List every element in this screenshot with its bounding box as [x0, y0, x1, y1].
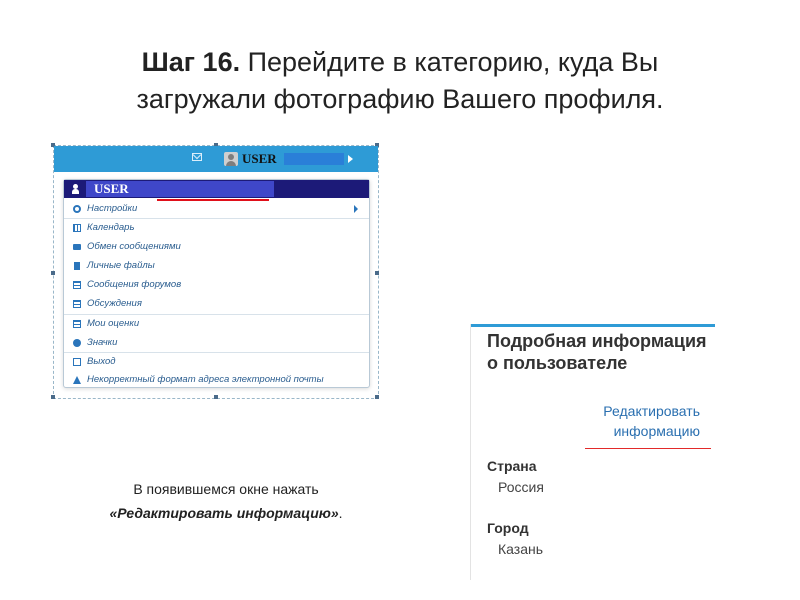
edit-link-line1[interactable]: Редактировать — [603, 403, 700, 419]
slide-title-line1 — [0, 44, 800, 81]
menu-header-name: USER — [94, 181, 129, 196]
panel-left-border — [470, 324, 471, 580]
caption-line2 — [44, 501, 408, 525]
list-icon — [73, 281, 81, 289]
caption-period: . — [338, 505, 343, 521]
logout-icon — [73, 358, 81, 366]
menu-item-logout[interactable] — [64, 353, 369, 371]
resize-handle — [375, 395, 379, 399]
top-navbar — [54, 146, 378, 172]
menu-item-messages[interactable] — [64, 238, 369, 256]
menu-item-label: Выход — [87, 356, 116, 367]
profile-details-panel — [470, 324, 715, 580]
menu-item-label: Личные файлы — [87, 260, 155, 271]
menu-item-discussions[interactable] — [64, 295, 369, 313]
user-menu-screenshot — [53, 145, 379, 399]
menu-item-private-files[interactable] — [64, 257, 369, 275]
menu-item-grades[interactable] — [64, 315, 369, 333]
user-dropdown-menu — [63, 179, 370, 388]
mail-icon[interactable] — [192, 153, 202, 161]
calendar-icon — [73, 224, 81, 232]
user-icon — [72, 184, 79, 194]
list-icon — [73, 300, 81, 308]
menu-item-label: Обсуждения — [87, 298, 142, 309]
menu-item-label: Сообщения форумов — [87, 279, 182, 290]
caption-line1: В появившемся окне нажать — [133, 481, 319, 497]
resize-handle — [51, 395, 55, 399]
menu-item-label: Значки — [87, 337, 118, 348]
menu-item-forum-posts[interactable] — [64, 276, 369, 294]
menu-item-badges[interactable] — [64, 334, 369, 352]
file-icon — [74, 262, 80, 270]
gear-icon — [73, 205, 81, 213]
slide-title-line2: загружали фотографию Вашего профиля. — [136, 84, 664, 114]
menu-item-label: Календарь — [87, 222, 135, 233]
grades-icon — [73, 320, 81, 328]
red-underline — [585, 448, 711, 449]
envelope-icon — [73, 244, 81, 250]
country-label: Страна — [487, 458, 537, 474]
slide-title-text: Перейдите в категорию, куда Вы — [240, 47, 659, 77]
menu-item-email-warning[interactable] — [64, 371, 369, 389]
instruction-caption — [44, 477, 408, 525]
warning-icon — [73, 376, 81, 384]
badge-icon — [73, 339, 81, 347]
resize-handle — [51, 271, 55, 275]
city-label: Город — [487, 520, 529, 536]
slide-title — [0, 44, 800, 118]
menu-item-label: Настройки — [87, 203, 138, 214]
city-value: Казань — [498, 541, 544, 557]
user-menu-toggle[interactable]: USER — [242, 151, 277, 166]
country-value: Россия — [498, 479, 544, 495]
panel-title: Подробная информация о пользователе — [487, 331, 707, 373]
caption-emphasis: «Редактировать информацию» — [109, 505, 339, 521]
step-number: Шаг 16. — [141, 47, 241, 77]
username-highlight — [284, 153, 344, 165]
edit-link-line2[interactable]: информацию — [613, 423, 700, 439]
menu-item-label: Мои оценки — [87, 318, 140, 329]
resize-handle — [375, 271, 379, 275]
resize-handle — [214, 395, 218, 399]
menu-item-label: Обмен сообщениями — [87, 241, 181, 252]
menu-item-calendar[interactable] — [64, 219, 369, 237]
panel-top-border — [470, 324, 715, 327]
chevron-right-icon — [354, 205, 358, 213]
avatar-icon[interactable] — [224, 152, 238, 166]
menu-header-user[interactable] — [64, 180, 369, 198]
menu-item-settings[interactable] — [64, 200, 369, 218]
edit-profile-link[interactable] — [570, 401, 700, 441]
caret-right-icon[interactable] — [348, 155, 353, 163]
menu-item-label: Некорректный формат адреса электронной почты — [87, 374, 324, 385]
